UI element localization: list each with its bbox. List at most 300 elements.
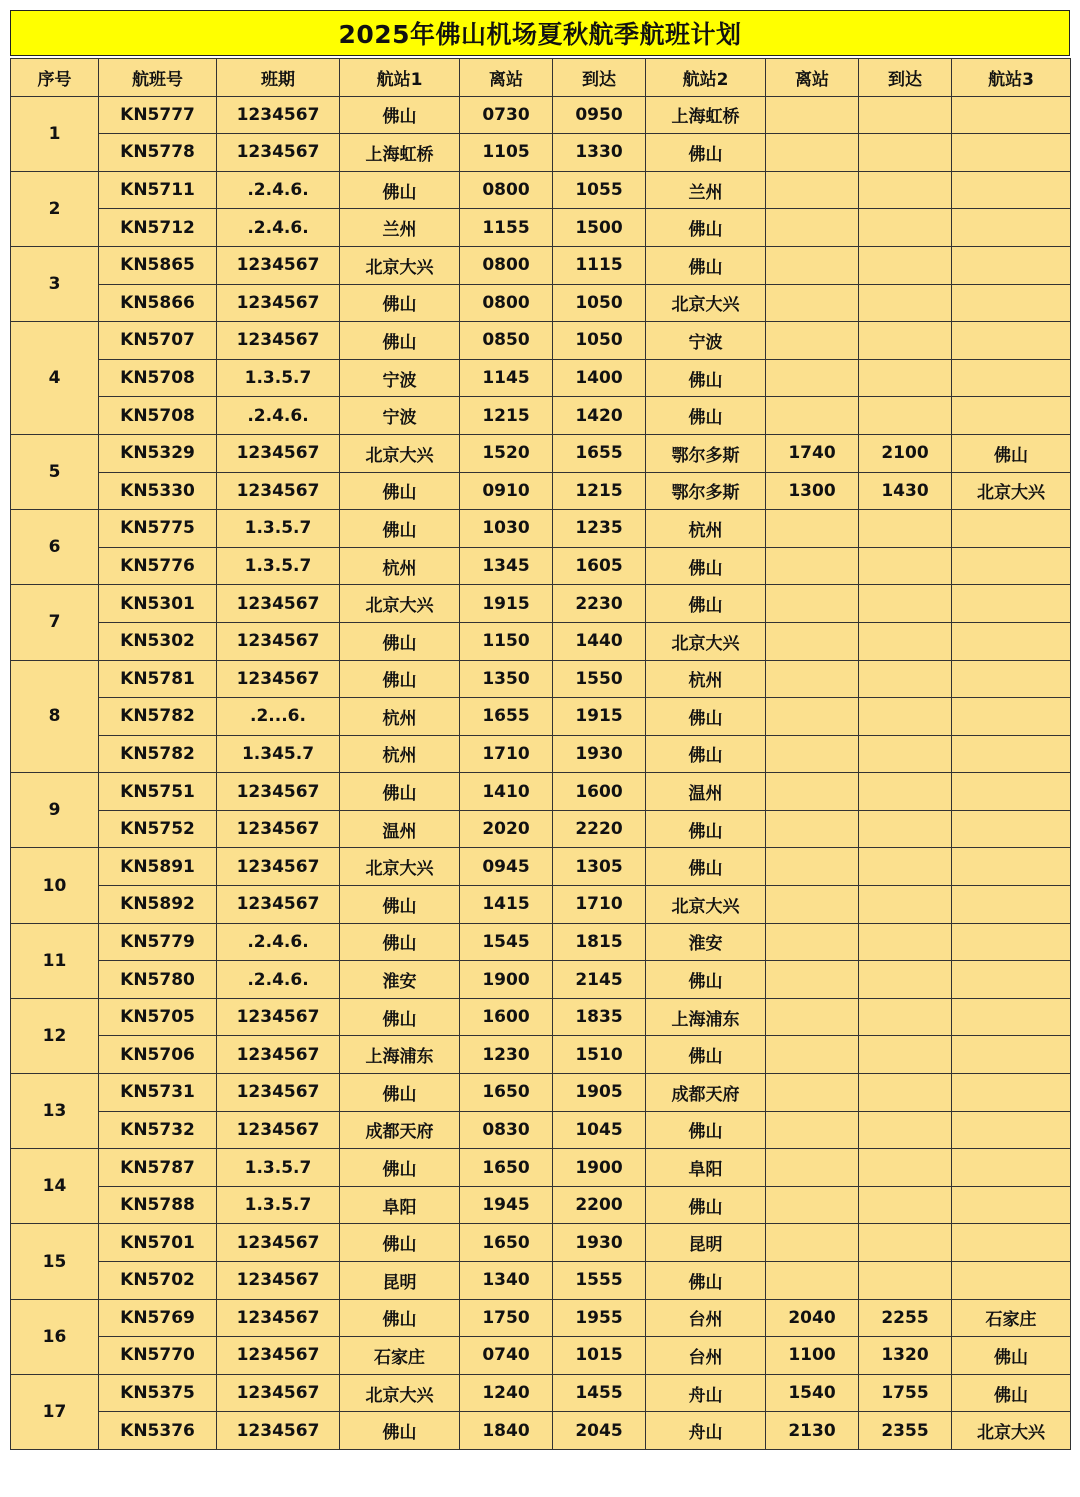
- depart-1-cell: 0740: [460, 1337, 553, 1375]
- depart-1-cell: 1710: [460, 735, 553, 773]
- station-1-cell: 北京大兴: [340, 585, 460, 623]
- flight-no-cell: KN5865: [99, 246, 217, 284]
- flight-no-cell: KN5779: [99, 923, 217, 961]
- station-3-cell: [952, 773, 1071, 811]
- station-1-cell: 佛山: [340, 472, 460, 510]
- station-2-cell: 佛山: [646, 1262, 766, 1300]
- header-schedule-days: 班期: [217, 59, 340, 97]
- flight-no-cell: KN5376: [99, 1412, 217, 1450]
- arrive-2-cell: [859, 1111, 952, 1149]
- arrive-1-cell: 1045: [553, 1111, 646, 1149]
- header-arrive-2: 到达: [859, 59, 952, 97]
- arrive-2-cell: [859, 547, 952, 585]
- depart-2-cell: [766, 134, 859, 172]
- depart-1-cell: 1520: [460, 434, 553, 472]
- flight-schedule-sheet: [10, 10, 1070, 1450]
- depart-2-cell: [766, 322, 859, 360]
- arrive-1-cell: 1815: [553, 923, 646, 961]
- station-3-cell: [952, 209, 1071, 247]
- station-3-cell: [952, 848, 1071, 886]
- arrive-1-cell: 1055: [553, 171, 646, 209]
- header-depart-1: 离站: [460, 59, 553, 97]
- flight-no-cell: KN5702: [99, 1262, 217, 1300]
- arrive-2-cell: [859, 923, 952, 961]
- station-2-cell: 北京大兴: [646, 886, 766, 924]
- depart-2-cell: [766, 96, 859, 134]
- schedule-days-cell: 1234567: [217, 322, 340, 360]
- arrive-1-cell: 1605: [553, 547, 646, 585]
- arrive-2-cell: [859, 171, 952, 209]
- station-3-cell: [952, 284, 1071, 322]
- flight-no-cell: KN5375: [99, 1374, 217, 1412]
- station-2-cell: 佛山: [646, 209, 766, 247]
- table-row: [11, 1111, 1071, 1149]
- seq-cell: 16: [11, 1299, 99, 1374]
- station-3-cell: [952, 134, 1071, 172]
- station-2-cell: 杭州: [646, 660, 766, 698]
- table-row: [11, 1412, 1071, 1450]
- depart-1-cell: 1650: [460, 1074, 553, 1112]
- station-1-cell: 佛山: [340, 773, 460, 811]
- depart-2-cell: [766, 735, 859, 773]
- flight-no-cell: KN5302: [99, 622, 217, 660]
- depart-1-cell: 1650: [460, 1224, 553, 1262]
- seq-cell: 11: [11, 923, 99, 998]
- schedule-days-cell: .2.4.6.: [217, 923, 340, 961]
- station-3-cell: 佛山: [952, 434, 1071, 472]
- schedule-days-cell: 1234567: [217, 810, 340, 848]
- arrive-2-cell: [859, 510, 952, 548]
- station-1-cell: 佛山: [340, 1412, 460, 1450]
- schedule-days-cell: 1234567: [217, 622, 340, 660]
- arrive-1-cell: 1600: [553, 773, 646, 811]
- flight-no-cell: KN5778: [99, 134, 217, 172]
- station-3-cell: [952, 1074, 1071, 1112]
- schedule-days-cell: 1.3.5.7: [217, 547, 340, 585]
- table-row: [11, 171, 1071, 209]
- depart-2-cell: [766, 1074, 859, 1112]
- arrive-1-cell: 1500: [553, 209, 646, 247]
- flight-no-cell: KN5775: [99, 510, 217, 548]
- seq-cell: 5: [11, 434, 99, 509]
- table-row: [11, 359, 1071, 397]
- arrive-2-cell: [859, 209, 952, 247]
- station-2-cell: 台州: [646, 1337, 766, 1375]
- station-3-cell: [952, 698, 1071, 736]
- arrive-1-cell: 1330: [553, 134, 646, 172]
- depart-1-cell: 1410: [460, 773, 553, 811]
- seq-cell: 7: [11, 585, 99, 660]
- arrive-2-cell: [859, 1149, 952, 1187]
- arrive-2-cell: [859, 322, 952, 360]
- station-3-cell: [952, 622, 1071, 660]
- depart-1-cell: 1230: [460, 1036, 553, 1074]
- depart-2-cell: 1740: [766, 434, 859, 472]
- arrive-1-cell: 1420: [553, 397, 646, 435]
- flight-no-cell: KN5788: [99, 1186, 217, 1224]
- table-row: [11, 284, 1071, 322]
- schedule-days-cell: .2...6.: [217, 698, 340, 736]
- station-1-cell: 兰州: [340, 209, 460, 247]
- schedule-days-cell: .2.4.6.: [217, 397, 340, 435]
- depart-1-cell: 1945: [460, 1186, 553, 1224]
- arrive-1-cell: 2230: [553, 585, 646, 623]
- depart-2-cell: 2040: [766, 1299, 859, 1337]
- arrive-2-cell: [859, 1074, 952, 1112]
- arrive-2-cell: [859, 961, 952, 999]
- station-2-cell: 佛山: [646, 735, 766, 773]
- arrive-2-cell: [859, 735, 952, 773]
- flight-no-cell: KN5731: [99, 1074, 217, 1112]
- station-1-cell: 温州: [340, 810, 460, 848]
- station-1-cell: 佛山: [340, 923, 460, 961]
- arrive-2-cell: [859, 810, 952, 848]
- arrive-1-cell: 1115: [553, 246, 646, 284]
- depart-2-cell: [766, 585, 859, 623]
- station-1-cell: 佛山: [340, 1299, 460, 1337]
- station-1-cell: 佛山: [340, 96, 460, 134]
- schedule-days-cell: 1234567: [217, 1262, 340, 1300]
- arrive-2-cell: 1430: [859, 472, 952, 510]
- schedule-days-cell: 1.3.5.7: [217, 1149, 340, 1187]
- header-row: [11, 59, 1071, 97]
- table-row: [11, 134, 1071, 172]
- depart-1-cell: 0830: [460, 1111, 553, 1149]
- flight-no-cell: KN5866: [99, 284, 217, 322]
- depart-2-cell: 1100: [766, 1337, 859, 1375]
- schedule-days-cell: 1.3.5.7: [217, 359, 340, 397]
- flight-no-cell: KN5780: [99, 961, 217, 999]
- flight-no-cell: KN5781: [99, 660, 217, 698]
- station-2-cell: 佛山: [646, 547, 766, 585]
- schedule-days-cell: 1234567: [217, 1111, 340, 1149]
- station-3-cell: [952, 510, 1071, 548]
- station-3-cell: [952, 998, 1071, 1036]
- arrive-1-cell: 2045: [553, 1412, 646, 1450]
- depart-2-cell: [766, 1224, 859, 1262]
- seq-cell: 6: [11, 510, 99, 585]
- table-row: [11, 698, 1071, 736]
- table-row: [11, 810, 1071, 848]
- station-2-cell: 佛山: [646, 698, 766, 736]
- station-1-cell: 成都天府: [340, 1111, 460, 1149]
- schedule-days-cell: 1234567: [217, 1299, 340, 1337]
- station-2-cell: 佛山: [646, 397, 766, 435]
- arrive-1-cell: 1455: [553, 1374, 646, 1412]
- table-row: [11, 246, 1071, 284]
- schedule-days-cell: .2.4.6.: [217, 961, 340, 999]
- station-1-cell: 昆明: [340, 1262, 460, 1300]
- depart-1-cell: 1105: [460, 134, 553, 172]
- arrive-1-cell: 1050: [553, 284, 646, 322]
- station-1-cell: 淮安: [340, 961, 460, 999]
- depart-1-cell: 1545: [460, 923, 553, 961]
- depart-1-cell: 0800: [460, 246, 553, 284]
- depart-2-cell: 1300: [766, 472, 859, 510]
- station-2-cell: 佛山: [646, 961, 766, 999]
- seq-cell: 17: [11, 1374, 99, 1449]
- depart-1-cell: 0910: [460, 472, 553, 510]
- seq-cell: 1: [11, 96, 99, 171]
- station-3-cell: [952, 886, 1071, 924]
- seq-cell: 12: [11, 998, 99, 1073]
- flight-no-cell: KN5732: [99, 1111, 217, 1149]
- arrive-1-cell: 1930: [553, 735, 646, 773]
- station-2-cell: 佛山: [646, 1111, 766, 1149]
- depart-2-cell: [766, 1149, 859, 1187]
- arrive-2-cell: [859, 246, 952, 284]
- depart-2-cell: [766, 886, 859, 924]
- station-3-cell: [952, 923, 1071, 961]
- station-2-cell: 上海虹桥: [646, 96, 766, 134]
- table-row: [11, 886, 1071, 924]
- table-row: [11, 1186, 1071, 1224]
- schedule-days-cell: 1234567: [217, 1074, 340, 1112]
- header-flight-no: 航班号: [99, 59, 217, 97]
- table-row: [11, 773, 1071, 811]
- station-2-cell: 佛山: [646, 246, 766, 284]
- schedule-days-cell: 1234567: [217, 1036, 340, 1074]
- schedule-days-cell: .2.4.6.: [217, 171, 340, 209]
- seq-cell: 9: [11, 773, 99, 848]
- station-1-cell: 石家庄: [340, 1337, 460, 1375]
- station-3-cell: [952, 1111, 1071, 1149]
- arrive-2-cell: [859, 886, 952, 924]
- header-seq: 序号: [11, 59, 99, 97]
- station-1-cell: 佛山: [340, 622, 460, 660]
- flight-no-cell: KN5776: [99, 547, 217, 585]
- arrive-1-cell: 2200: [553, 1186, 646, 1224]
- flight-no-cell: KN5712: [99, 209, 217, 247]
- depart-1-cell: 1600: [460, 998, 553, 1036]
- schedule-days-cell: 1234567: [217, 1224, 340, 1262]
- depart-1-cell: 0800: [460, 284, 553, 322]
- depart-1-cell: 1750: [460, 1299, 553, 1337]
- station-1-cell: 杭州: [340, 735, 460, 773]
- arrive-1-cell: 1905: [553, 1074, 646, 1112]
- table-row: [11, 209, 1071, 247]
- flight-no-cell: KN5777: [99, 96, 217, 134]
- depart-2-cell: [766, 923, 859, 961]
- table-row: [11, 1036, 1071, 1074]
- arrive-1-cell: 1550: [553, 660, 646, 698]
- schedule-days-cell: 1.345.7: [217, 735, 340, 773]
- seq-cell: 2: [11, 171, 99, 246]
- station-3-cell: 石家庄: [952, 1299, 1071, 1337]
- flight-no-cell: KN5891: [99, 848, 217, 886]
- depart-2-cell: [766, 961, 859, 999]
- arrive-2-cell: 2355: [859, 1412, 952, 1450]
- table-row: [11, 1374, 1071, 1412]
- arrive-2-cell: [859, 359, 952, 397]
- station-2-cell: 佛山: [646, 1186, 766, 1224]
- schedule-days-cell: 1234567: [217, 134, 340, 172]
- flight-no-cell: KN5770: [99, 1337, 217, 1375]
- arrive-1-cell: 1235: [553, 510, 646, 548]
- station-2-cell: 台州: [646, 1299, 766, 1337]
- station-3-cell: 北京大兴: [952, 472, 1071, 510]
- arrive-2-cell: 1320: [859, 1337, 952, 1375]
- arrive-1-cell: 1510: [553, 1036, 646, 1074]
- table-row: [11, 660, 1071, 698]
- depart-2-cell: [766, 1186, 859, 1224]
- schedule-days-cell: 1.3.5.7: [217, 510, 340, 548]
- schedule-days-cell: .2.4.6.: [217, 209, 340, 247]
- depart-2-cell: [766, 773, 859, 811]
- station-2-cell: 鄂尔多斯: [646, 472, 766, 510]
- depart-1-cell: 1840: [460, 1412, 553, 1450]
- schedule-days-cell: 1234567: [217, 246, 340, 284]
- flight-no-cell: KN5892: [99, 886, 217, 924]
- station-2-cell: 上海浦东: [646, 998, 766, 1036]
- station-3-cell: [952, 359, 1071, 397]
- flight-no-cell: KN5301: [99, 585, 217, 623]
- station-1-cell: 北京大兴: [340, 1374, 460, 1412]
- station-3-cell: [952, 547, 1071, 585]
- arrive-1-cell: 1400: [553, 359, 646, 397]
- station-3-cell: [952, 1149, 1071, 1187]
- arrive-2-cell: 2100: [859, 434, 952, 472]
- depart-1-cell: 1655: [460, 698, 553, 736]
- depart-2-cell: [766, 622, 859, 660]
- depart-1-cell: 1030: [460, 510, 553, 548]
- station-3-cell: [952, 171, 1071, 209]
- arrive-2-cell: [859, 848, 952, 886]
- arrive-1-cell: 1955: [553, 1299, 646, 1337]
- table-row: [11, 1224, 1071, 1262]
- arrive-1-cell: 1915: [553, 698, 646, 736]
- depart-2-cell: [766, 810, 859, 848]
- station-3-cell: [952, 810, 1071, 848]
- schedule-days-cell: 1234567: [217, 1337, 340, 1375]
- schedule-days-cell: 1234567: [217, 660, 340, 698]
- depart-1-cell: 2020: [460, 810, 553, 848]
- depart-2-cell: [766, 397, 859, 435]
- station-2-cell: 北京大兴: [646, 284, 766, 322]
- station-3-cell: [952, 1262, 1071, 1300]
- table-row: [11, 1299, 1071, 1337]
- depart-1-cell: 0945: [460, 848, 553, 886]
- schedule-days-cell: 1.3.5.7: [217, 1186, 340, 1224]
- arrive-1-cell: 1710: [553, 886, 646, 924]
- table-row: [11, 961, 1071, 999]
- table-row: [11, 923, 1071, 961]
- depart-1-cell: 1150: [460, 622, 553, 660]
- station-1-cell: 佛山: [340, 1074, 460, 1112]
- schedule-days-cell: 1234567: [217, 284, 340, 322]
- depart-1-cell: 1145: [460, 359, 553, 397]
- station-1-cell: 北京大兴: [340, 246, 460, 284]
- arrive-2-cell: [859, 96, 952, 134]
- depart-2-cell: [766, 510, 859, 548]
- flight-schedule-table: [10, 58, 1071, 1450]
- station-2-cell: 佛山: [646, 848, 766, 886]
- station-3-cell: [952, 1224, 1071, 1262]
- seq-cell: 3: [11, 246, 99, 321]
- depart-1-cell: 1900: [460, 961, 553, 999]
- station-2-cell: 成都天府: [646, 1074, 766, 1112]
- station-3-cell: [952, 322, 1071, 360]
- depart-1-cell: 1345: [460, 547, 553, 585]
- depart-2-cell: [766, 660, 859, 698]
- station-3-cell: 北京大兴: [952, 1412, 1071, 1450]
- arrive-2-cell: 2255: [859, 1299, 952, 1337]
- station-2-cell: 淮安: [646, 923, 766, 961]
- schedule-days-cell: 1234567: [217, 434, 340, 472]
- depart-1-cell: 1915: [460, 585, 553, 623]
- header-station-2: 航站2: [646, 59, 766, 97]
- depart-2-cell: [766, 359, 859, 397]
- station-2-cell: 昆明: [646, 1224, 766, 1262]
- station-1-cell: 佛山: [340, 660, 460, 698]
- station-2-cell: 鄂尔多斯: [646, 434, 766, 472]
- table-row: [11, 1074, 1071, 1112]
- table-row: [11, 434, 1071, 472]
- schedule-days-cell: 1234567: [217, 585, 340, 623]
- table-row: [11, 585, 1071, 623]
- station-3-cell: 佛山: [952, 1374, 1071, 1412]
- schedule-days-cell: 1234567: [217, 848, 340, 886]
- arrive-1-cell: 0950: [553, 96, 646, 134]
- station-2-cell: 佛山: [646, 810, 766, 848]
- schedule-days-cell: 1234567: [217, 998, 340, 1036]
- station-1-cell: 佛山: [340, 510, 460, 548]
- seq-cell: 10: [11, 848, 99, 923]
- arrive-1-cell: 1050: [553, 322, 646, 360]
- depart-1-cell: 1155: [460, 209, 553, 247]
- flight-no-cell: KN5708: [99, 397, 217, 435]
- station-2-cell: 佛山: [646, 359, 766, 397]
- station-1-cell: 北京大兴: [340, 434, 460, 472]
- page-title: 2025年佛山机场夏秋航季航班计划: [10, 10, 1070, 56]
- arrive-2-cell: [859, 660, 952, 698]
- depart-1-cell: 1215: [460, 397, 553, 435]
- depart-2-cell: [766, 998, 859, 1036]
- depart-2-cell: [766, 1111, 859, 1149]
- flight-no-cell: KN5708: [99, 359, 217, 397]
- table-row: [11, 1149, 1071, 1187]
- depart-2-cell: [766, 171, 859, 209]
- station-2-cell: 阜阳: [646, 1149, 766, 1187]
- header-arrive-1: 到达: [553, 59, 646, 97]
- table-row: [11, 848, 1071, 886]
- table-row: [11, 1262, 1071, 1300]
- arrive-1-cell: 1835: [553, 998, 646, 1036]
- station-1-cell: 阜阳: [340, 1186, 460, 1224]
- table-row: [11, 322, 1071, 360]
- arrive-1-cell: 1305: [553, 848, 646, 886]
- arrive-1-cell: 1930: [553, 1224, 646, 1262]
- depart-2-cell: [766, 698, 859, 736]
- seq-cell: 4: [11, 322, 99, 435]
- seq-cell: 13: [11, 1074, 99, 1149]
- arrive-2-cell: [859, 1186, 952, 1224]
- table-row: [11, 96, 1071, 134]
- flight-no-cell: KN5711: [99, 171, 217, 209]
- flight-no-cell: KN5769: [99, 1299, 217, 1337]
- station-2-cell: 温州: [646, 773, 766, 811]
- arrive-1-cell: 1555: [553, 1262, 646, 1300]
- depart-1-cell: 1650: [460, 1149, 553, 1187]
- arrive-2-cell: 1755: [859, 1374, 952, 1412]
- station-2-cell: 宁波: [646, 322, 766, 360]
- table-body: [11, 96, 1071, 1449]
- depart-1-cell: 0730: [460, 96, 553, 134]
- arrive-1-cell: 1655: [553, 434, 646, 472]
- arrive-2-cell: [859, 284, 952, 322]
- station-2-cell: 佛山: [646, 1036, 766, 1074]
- flight-no-cell: KN5706: [99, 1036, 217, 1074]
